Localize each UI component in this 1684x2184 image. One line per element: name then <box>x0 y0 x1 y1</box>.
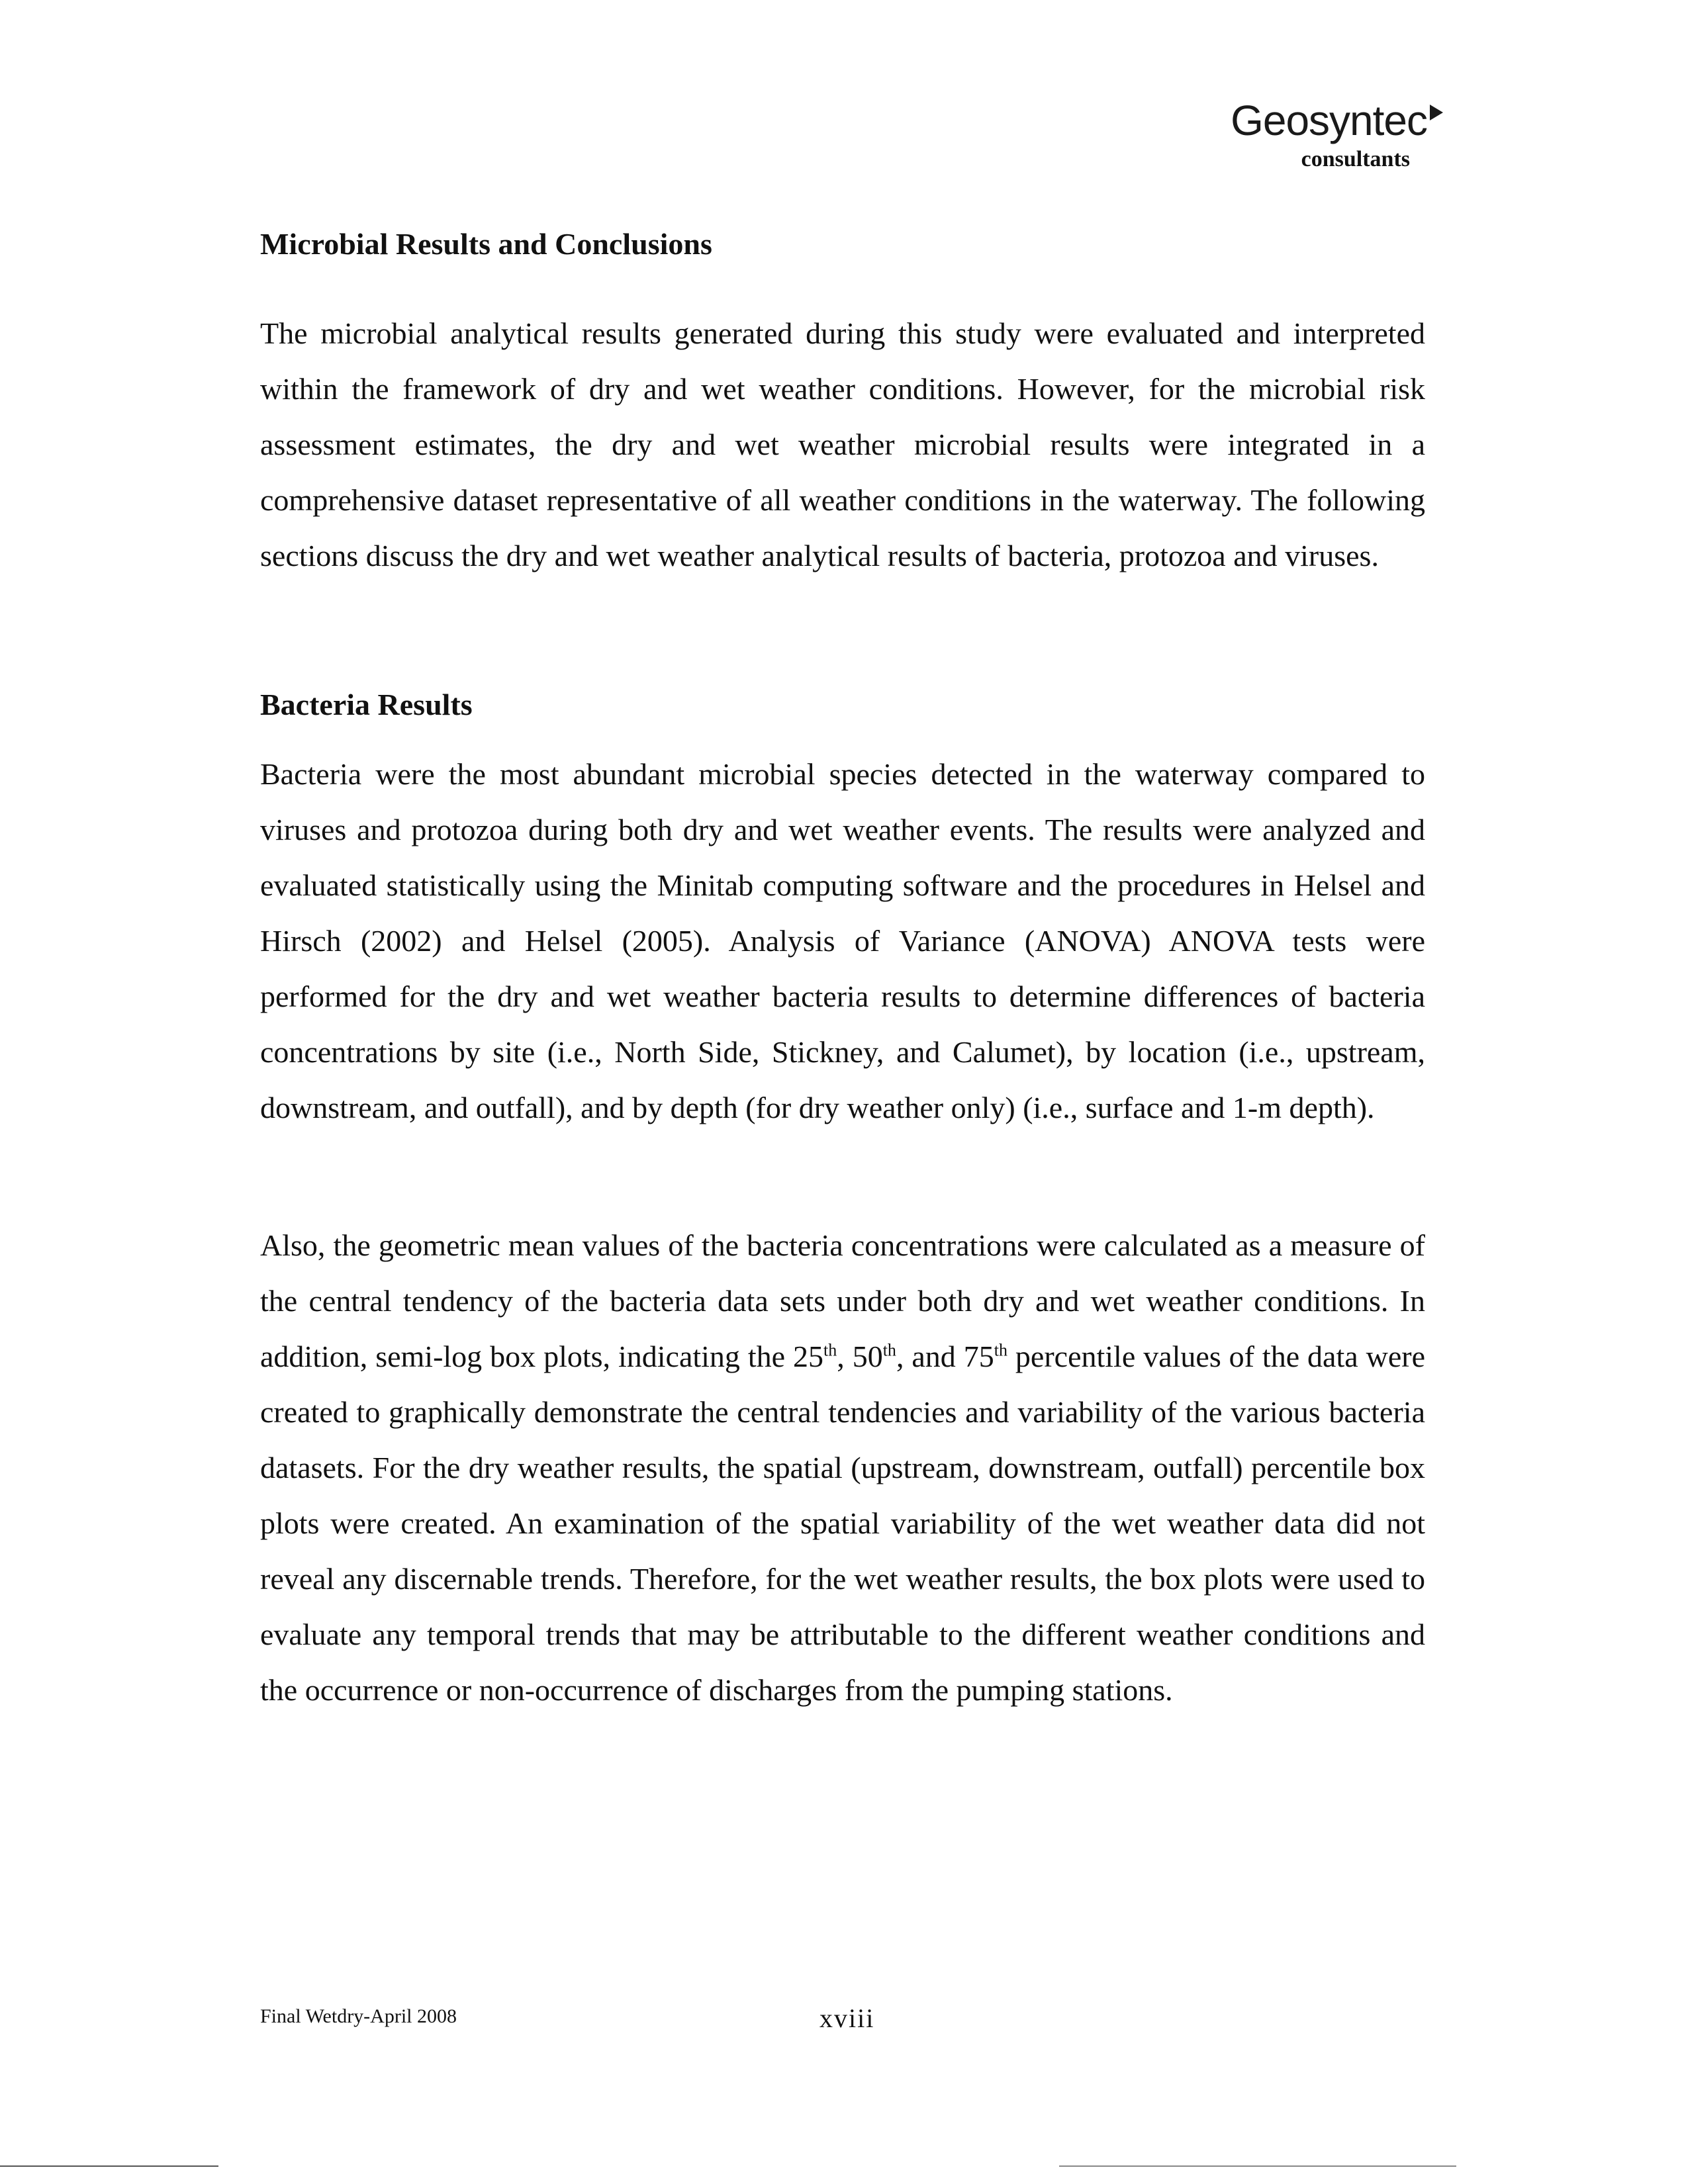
page-number: xviii <box>819 2003 875 2033</box>
logo-triangle-icon <box>1430 105 1443 120</box>
section-heading-microbial: Microbial Results and Conclusions <box>260 227 712 261</box>
scan-artifact-line <box>0 2165 218 2167</box>
footer-document-label: Final Wetdry-April 2008 <box>260 2005 457 2027</box>
section-heading-bacteria: Bacteria Results <box>260 688 473 721</box>
paragraph-microbial: The microbial analytical results generated during this study were evaluated and interpreted within the framework of dry and wet weather conditions. However, for the microbial risk assessment estimates, the dry and wet weather microbial results were integrated in a comprehensive dataset representative of all weather conditions in the waterway. The following sections discuss the dry and wet weather analytical results of bacteria, protozoa and viruses. <box>260 316 1425 572</box>
paragraph-bacteria: Bacteria were the most abundant microbial species detected in the waterway compared to viruses and protozoa during both dry and wet weather events. The results were analyzed and evaluated statistically using the Minitab computing software and the procedures in Helsel and Hirsch (2002) and Helsel (2005). Analysis of Variance (ANOVA) ANOVA tests were performed for the dry and wet weather bacteria results to determine differences of bacteria concentrations by site (i.e., North Side, Stickney, and Calumet), by location (i.e., upstream, downstream, and outfall), and by depth (for dry weather only) (i.e., surface and 1-m depth). <box>260 757 1425 1124</box>
company-logo <box>1125 99 1443 172</box>
paragraph-geometric-mean: Also, the geometric mean values of the bacteria concentrations were calculated as a measure of the central tendency of the bacteria data sets under both dry and wet weather conditions. In addition, semi-log box plots, indicating the 25th, 50th, and 75th percentile values of the data were created to graphically demonstrate the central tendencies and variability of the various bacteria datasets. For the dry weather results, the spatial (upstream, downstream, outfall) percentile box plots were created. An examination of the spatial variability of the wet weather data did not reveal any discernable trends. Therefore, for the wet weather results, the box plots were used to evaluate any temporal trends that may be attributable to the different weather conditions and the occurrence or non-occurrence of discharges from the pumping stations. <box>260 1228 1425 1707</box>
logo-tagline: consultants <box>1301 147 1410 171</box>
scan-artifact-line <box>1059 2165 1456 2167</box>
logo-company-name: Geosyntec <box>1231 97 1427 144</box>
